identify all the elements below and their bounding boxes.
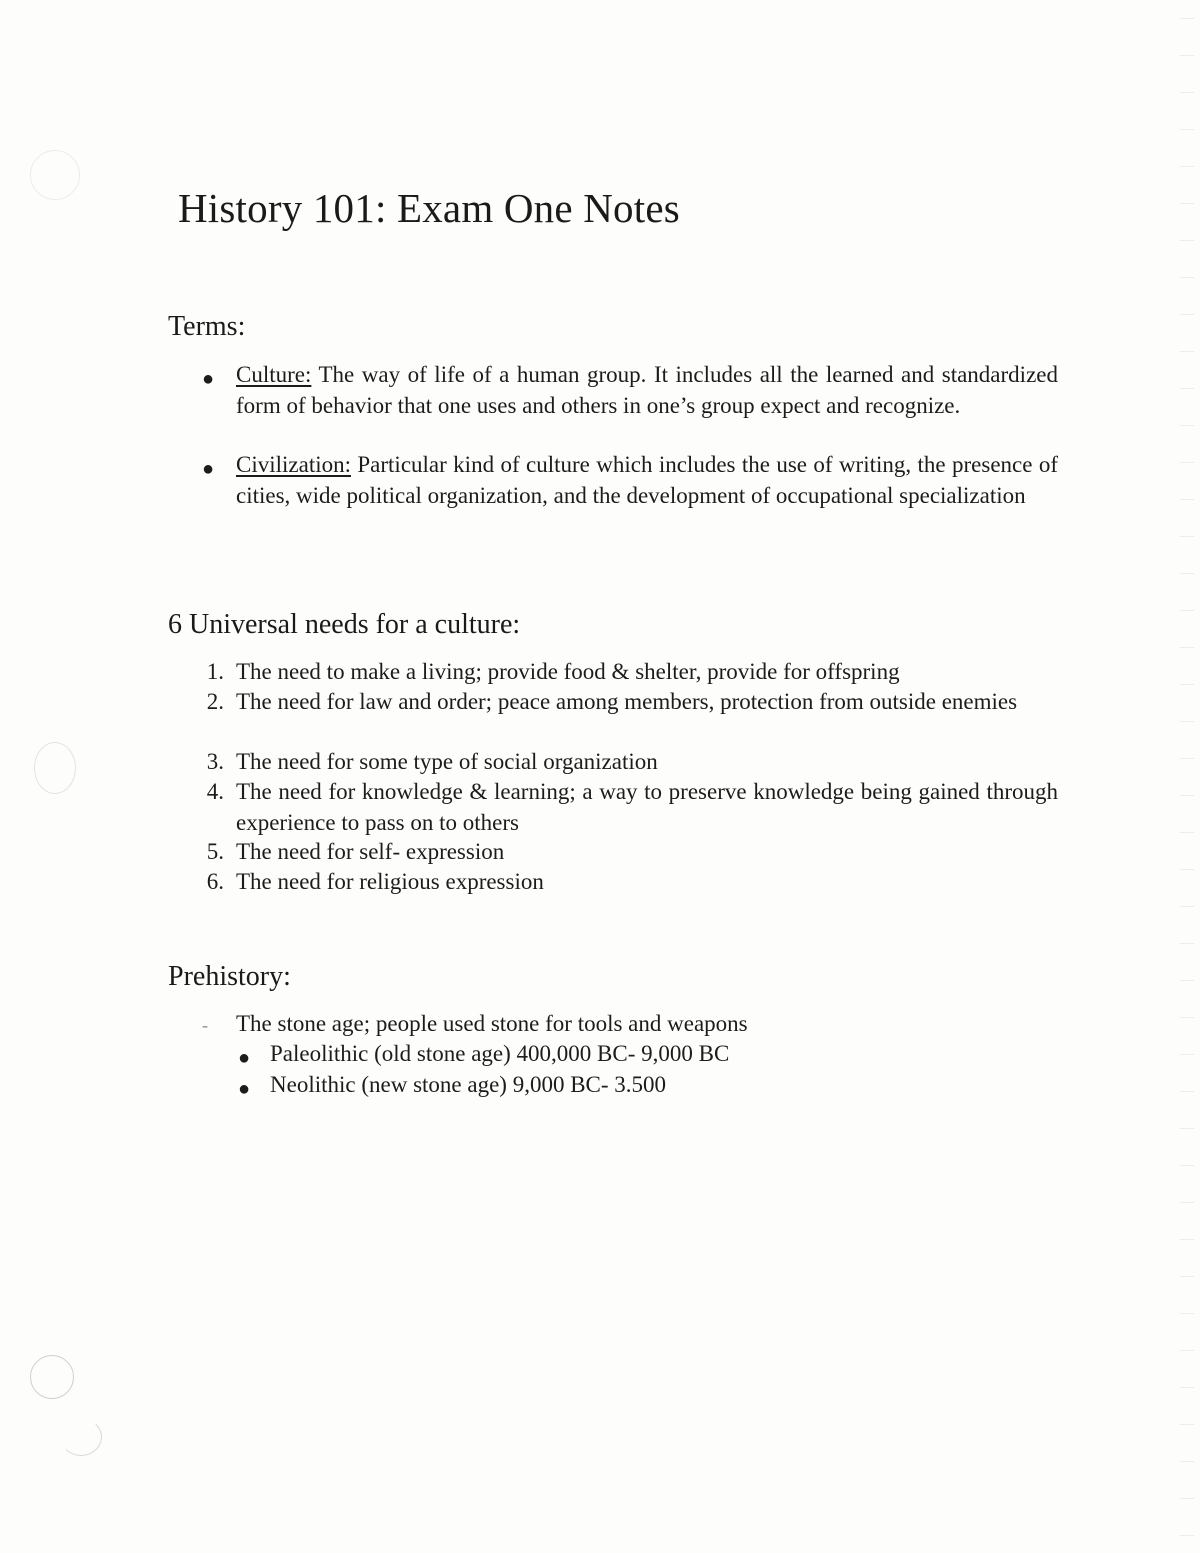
prehistory-item: The stone age; people used stone for tools and weapons: [236, 1011, 748, 1036]
list-number: 2.: [206, 689, 224, 714]
bullet-icon: ●: [238, 1078, 251, 1100]
prehistory-heading: Prehistory:: [168, 961, 291, 992]
bullet-icon: ●: [238, 1047, 251, 1069]
list-number: 5.: [206, 839, 224, 864]
page-title: History 101: Exam One Notes: [178, 185, 680, 231]
list-item: The need for knowledge & learning; a way to preserve knowledge being gained through experience to pass on to others: [236, 779, 1058, 835]
needs-heading: 6 Universal needs for a culture:: [168, 609, 521, 640]
list-number: 1.: [206, 659, 224, 684]
term-culture: [236, 360, 1058, 421]
punch-hole-mark: [34, 742, 76, 794]
list-item: The need for religious expression: [236, 869, 544, 894]
prehistory-subitem: Paleolithic (old stone age) 400,000 BC- 9,000 BC: [270, 1041, 730, 1066]
prehistory-subitem: Neolithic (new stone age) 9,000 BC- 3.500: [270, 1072, 667, 1097]
term-definition: The way of life of a human group. It includes all the learned and standardized form of behavior that one uses and others in one’s group expect and recognize.: [236, 362, 1058, 418]
term-definition: Particular kind of culture which includes the use of writing, the presence of cities, wide political organization, and the development of occupational specialization: [236, 452, 1058, 508]
list-number: 3.: [206, 749, 224, 774]
list-item: The need for self- expression: [236, 839, 505, 864]
bullet-icon: ●: [202, 458, 215, 480]
list-item: The need for law and order; peace among members, protection from outside enemies: [236, 689, 1018, 714]
term-label: Civilization:: [236, 452, 351, 477]
term-label: Culture:: [236, 362, 312, 387]
term-civilization: [236, 450, 1058, 511]
punch-hole-mark: [30, 150, 80, 200]
list-item: The need to make a living; provide food & shelter, provide for offspring: [236, 659, 900, 684]
punch-hole-mark: [60, 1418, 102, 1456]
bullet-icon: ●: [202, 368, 215, 390]
list-number: 6.: [206, 869, 224, 894]
dash-bullet-icon: -: [202, 1015, 208, 1035]
list-item: The need for some type of social organization: [236, 749, 658, 774]
scan-edge: [1180, 0, 1194, 1553]
terms-heading: Terms:: [168, 311, 246, 342]
punch-hole-mark: [30, 1355, 74, 1399]
list-number: 4.: [206, 779, 224, 804]
